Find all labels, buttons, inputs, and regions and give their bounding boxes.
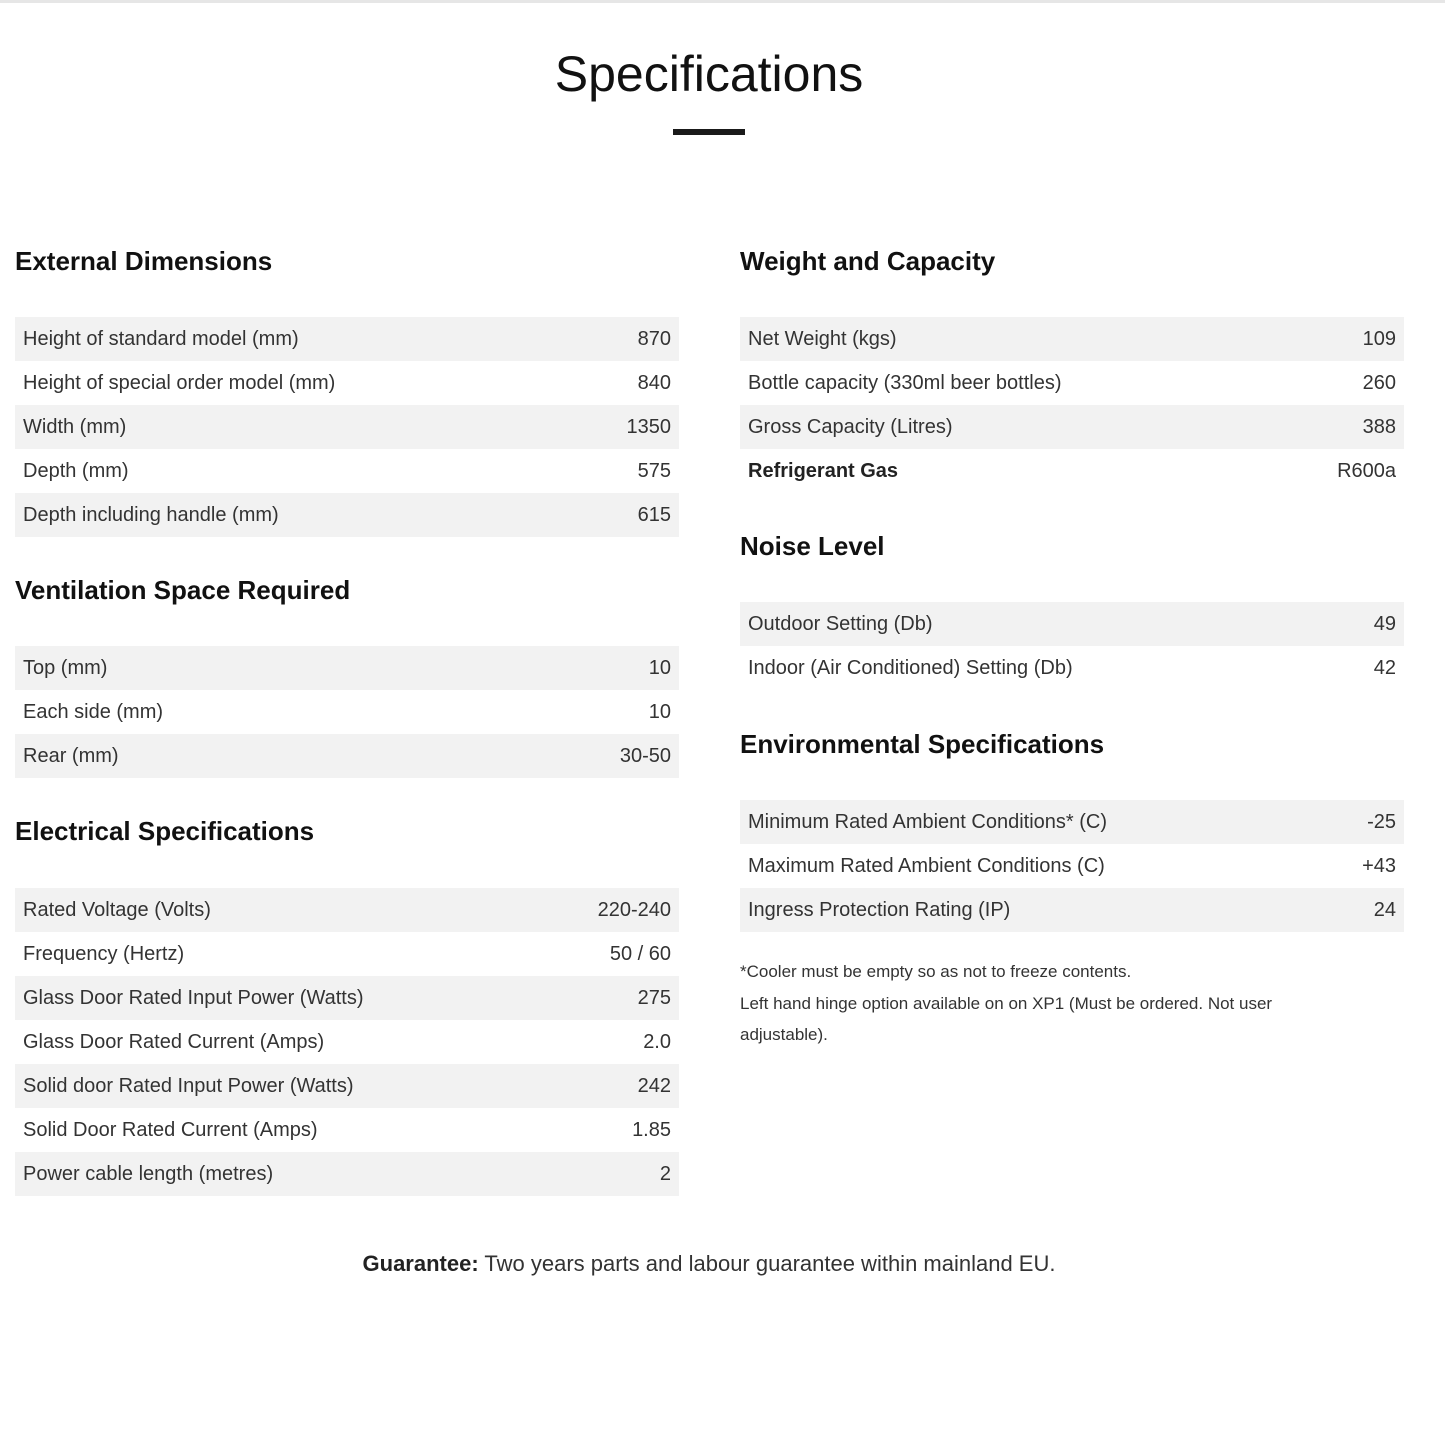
table-row xyxy=(740,449,1404,493)
row-label: Glass Door Rated Current (Amps) xyxy=(23,1030,325,1053)
table-row xyxy=(15,646,679,690)
table-row xyxy=(740,405,1404,449)
row-value: 109 xyxy=(1362,327,1396,350)
row-label: Net Weight (kgs) xyxy=(748,327,897,350)
guarantee xyxy=(0,1250,1418,1278)
row-value: 242 xyxy=(637,1074,671,1097)
row-value: 10 xyxy=(648,700,671,723)
row-label: Height of standard model (mm) xyxy=(23,327,299,350)
row-label: Solid Door Rated Current (Amps) xyxy=(23,1118,318,1141)
row-value: 260 xyxy=(1362,371,1396,394)
table-row xyxy=(15,734,679,778)
row-label: Each side (mm) xyxy=(23,700,164,723)
row-label: Bottle capacity (330ml beer bottles) xyxy=(748,371,1062,394)
row-value: 840 xyxy=(637,371,671,394)
row-value: 870 xyxy=(637,327,671,350)
section-title-electrical: Electrical Specifications xyxy=(15,816,315,846)
table-row xyxy=(15,405,679,449)
row-value: 388 xyxy=(1362,415,1396,438)
top-border xyxy=(0,0,1445,3)
row-label: Refrigerant Gas xyxy=(748,459,899,482)
footnote-freeze: *Cooler must be empty so as not to freeze contents. xyxy=(740,962,1132,981)
row-label: Minimum Rated Ambient Conditions* (C) xyxy=(748,810,1108,833)
table-row xyxy=(740,800,1404,844)
row-label: Frequency (Hertz) xyxy=(23,942,185,965)
row-label: Depth (mm) xyxy=(23,459,129,482)
title-underline xyxy=(673,129,745,135)
table-ventilation xyxy=(15,646,679,778)
section-title-noise-level: Noise Level xyxy=(740,531,885,561)
row-label: Outdoor Setting (Db) xyxy=(748,612,933,635)
table-row xyxy=(740,888,1404,932)
table-row xyxy=(740,361,1404,405)
row-label: Width (mm) xyxy=(23,415,127,438)
table-row xyxy=(15,449,679,493)
row-value: 575 xyxy=(637,459,671,482)
row-value: 42 xyxy=(1373,656,1396,679)
row-value: +43 xyxy=(1362,854,1396,877)
table-row xyxy=(740,602,1404,646)
table-electrical xyxy=(15,888,679,1196)
table-noise-level xyxy=(740,602,1404,690)
row-value: 1.85 xyxy=(632,1118,671,1141)
table-row xyxy=(740,317,1404,361)
row-label: Rated Voltage (Volts) xyxy=(23,898,211,921)
table-row xyxy=(15,317,679,361)
section-title-external-dimensions: External Dimensions xyxy=(15,246,273,276)
footnote-hinge: Left hand hinge option available on on XP1 (Must be ordered. Not user adjustable). xyxy=(740,993,1273,1044)
table-row xyxy=(740,844,1404,888)
table-row xyxy=(15,1152,679,1196)
guarantee-text: Two years parts and labour guarantee within mainland EU. xyxy=(478,1251,1056,1276)
section-title-environmental: Environmental Specifications xyxy=(740,729,1105,759)
row-label: Glass Door Rated Input Power (Watts) xyxy=(23,986,364,1009)
row-label: Rear (mm) xyxy=(23,744,119,767)
table-row xyxy=(15,976,679,1020)
row-value: 220-240 xyxy=(597,898,671,921)
row-value: -25 xyxy=(1367,810,1396,833)
row-label: Top (mm) xyxy=(23,656,108,679)
guarantee-label: Guarantee: xyxy=(362,1251,479,1276)
row-label: Solid door Rated Input Power (Watts) xyxy=(23,1074,354,1097)
row-value: 50 / 60 xyxy=(609,942,671,965)
row-label: Gross Capacity (Litres) xyxy=(748,415,953,438)
row-value: 10 xyxy=(648,656,671,679)
table-row xyxy=(15,493,679,537)
section-title-weight-capacity: Weight and Capacity xyxy=(740,246,996,276)
page-title: Specifications xyxy=(554,46,864,102)
row-label: Maximum Rated Ambient Conditions (C) xyxy=(748,854,1105,877)
row-label: Height of special order model (mm) xyxy=(23,371,336,394)
table-environmental xyxy=(740,800,1404,932)
table-row xyxy=(15,690,679,734)
row-value: 2.0 xyxy=(643,1030,671,1053)
row-label: Indoor (Air Conditioned) Setting (Db) xyxy=(748,656,1073,679)
row-value: 1350 xyxy=(626,415,671,438)
table-row xyxy=(15,1020,679,1064)
table-row xyxy=(740,646,1404,690)
row-value: 275 xyxy=(637,986,671,1009)
footnotes xyxy=(740,956,1360,1051)
row-label: Ingress Protection Rating (IP) xyxy=(748,898,1011,921)
table-weight-capacity xyxy=(740,317,1404,493)
table-row xyxy=(15,932,679,976)
table-row xyxy=(15,1108,679,1152)
row-value: 2 xyxy=(659,1162,671,1185)
table-row xyxy=(15,1064,679,1108)
row-label: Power cable length (metres) xyxy=(23,1162,274,1185)
row-value: 24 xyxy=(1373,898,1396,921)
table-external-dimensions xyxy=(15,317,679,537)
section-title-ventilation: Ventilation Space Required xyxy=(15,575,351,605)
table-row xyxy=(15,888,679,932)
row-value: 615 xyxy=(637,503,671,526)
row-label: Depth including handle (mm) xyxy=(23,503,279,526)
row-value: 49 xyxy=(1373,612,1396,635)
table-row xyxy=(15,361,679,405)
row-value: 30-50 xyxy=(619,744,671,767)
row-value: R600a xyxy=(1337,459,1396,482)
